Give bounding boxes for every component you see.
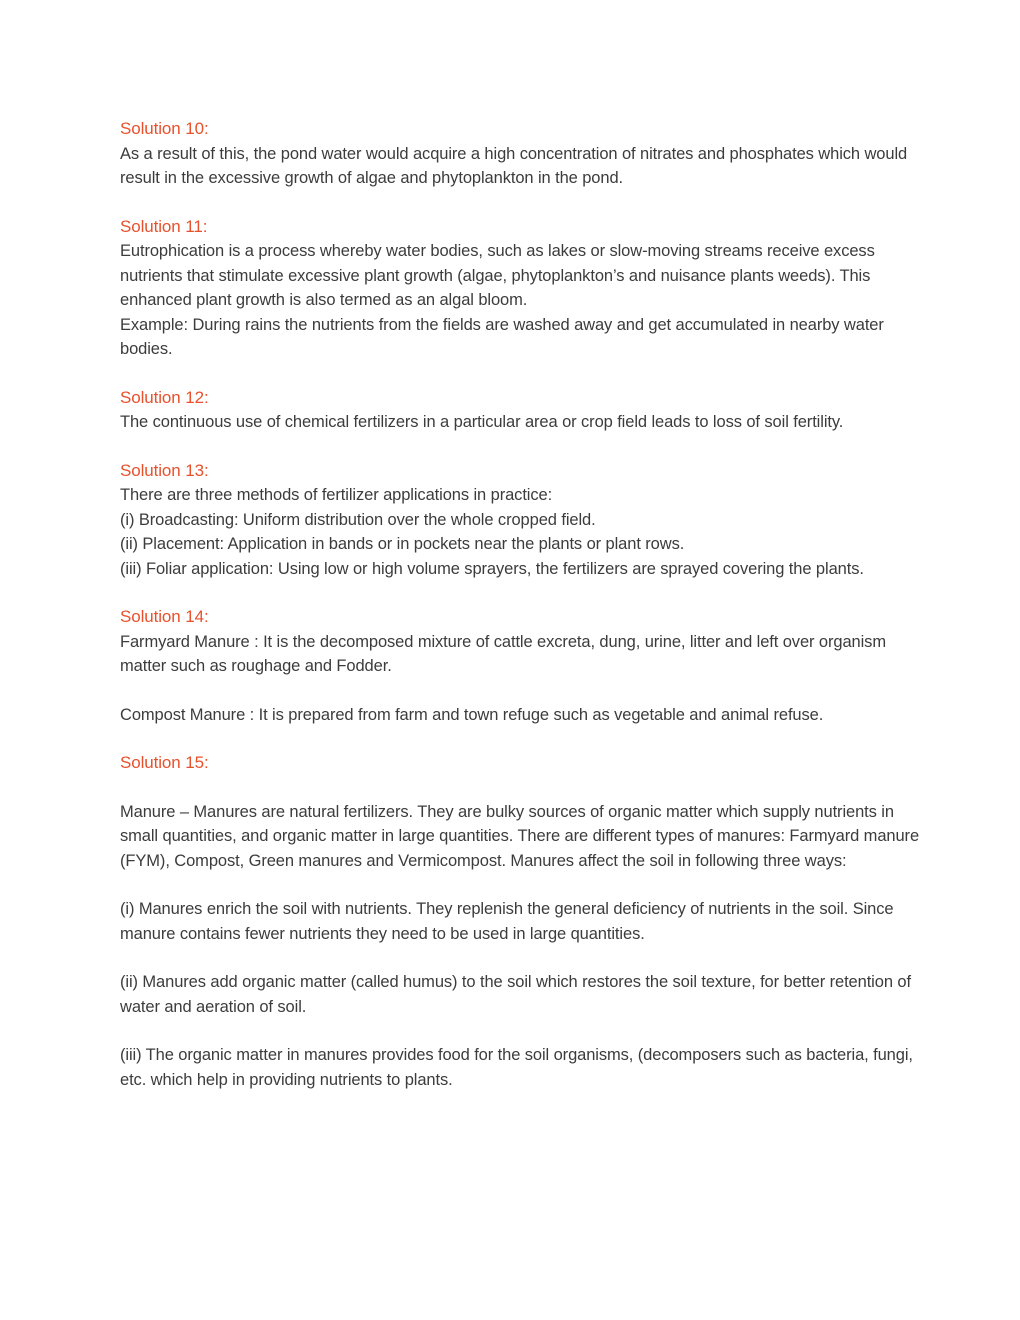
solution-13-item-foliar: (iii) Foliar application: Using low or high volume sprayers, the fertilizers are sprayed covering the plants.	[120, 559, 864, 578]
solution-11-heading: Solution 11:	[120, 216, 208, 236]
section-solution-12	[120, 386, 920, 435]
solution-13-intro-line: There are three methods of fertilizer applications in practice:	[120, 486, 553, 504]
section-solution-11	[120, 215, 920, 362]
solution-14-farmyard-paragraph: Farmyard Manure : It is the decomposed mixture of cattle excreta, dung, urine, litter and left over organism matter such as roughage and Fodder.	[120, 632, 886, 675]
solution-14-compost-paragraph: Compost Manure : It is prepared from farm and town refuge such as vegetable and animal refuse.	[120, 705, 824, 724]
solution-12-heading: Solution 12:	[120, 387, 209, 407]
solution-13-item-broadcasting: (i) Broadcasting: Uniform distribution over the whole cropped field.	[120, 510, 596, 529]
solution-15-point-2: (ii) Manures add organic matter (called humus) to the soil which restores the soil texture, for better retention of water and aeration of soil.	[120, 973, 911, 1016]
solution-13-heading: Solution 13:	[120, 460, 209, 480]
solution-15-point-3: (iii) The organic matter in manures provides food for the soil organisms, (decomposers such as bacteria, fungi, etc. which help in providing nutrients to plants.	[120, 1046, 913, 1089]
solution-12-paragraph: The continuous use of chemical fertilizers in a particular area or crop field leads to loss of soil fertility.	[120, 413, 844, 431]
solution-15-manure-paragraph: Manure – Manures are natural fertilizers. They are bulky sources of organic matter which supply nutrients in small quantities, and organic matter in large quantities. There are different types of manures: Farmyard manure (FYM), Compost, Green manures and Vermicompost. Manures affect the soil in following three ways:	[120, 802, 920, 870]
solution-10-paragraph: As a result of this, the pond water would acquire a high concentration of nitrates and phosphates which would result in the excessive growth of algae and phytoplankton in the pond.	[120, 144, 908, 187]
solution-13-item-placement: (ii) Placement: Application in bands or in pockets near the plants or plant rows.	[120, 535, 685, 553]
section-solution-10	[120, 117, 920, 191]
section-solution-15	[120, 751, 920, 1092]
solution-11-example-paragraph: Example: During rains the nutrients from the fields are washed away and get accumulated in nearby water bodies.	[120, 315, 884, 358]
solutions-content	[120, 117, 920, 1092]
section-solution-13	[120, 459, 920, 582]
solution-15-heading: Solution 15:	[120, 753, 209, 772]
solution-14-heading: Solution 14:	[120, 607, 209, 626]
solution-10-heading: Solution 10:	[120, 119, 209, 138]
section-solution-14	[120, 605, 920, 727]
solution-15-point-1: (i) Manures enrich the soil with nutrients. They replenish the general deficiency of nutrients in the soil. Since manure contains fewer nutrients they need to be used in large quantities.	[120, 900, 894, 943]
solution-11-paragraph: Eutrophication is a process whereby water bodies, such as lakes or slow-moving streams receive excess nutrients that stimulate excessive plant growth (algae, phytoplankton’s and nuisance plants weeds). This enhanced plant growth is also termed as an algal bloom.	[120, 242, 875, 309]
